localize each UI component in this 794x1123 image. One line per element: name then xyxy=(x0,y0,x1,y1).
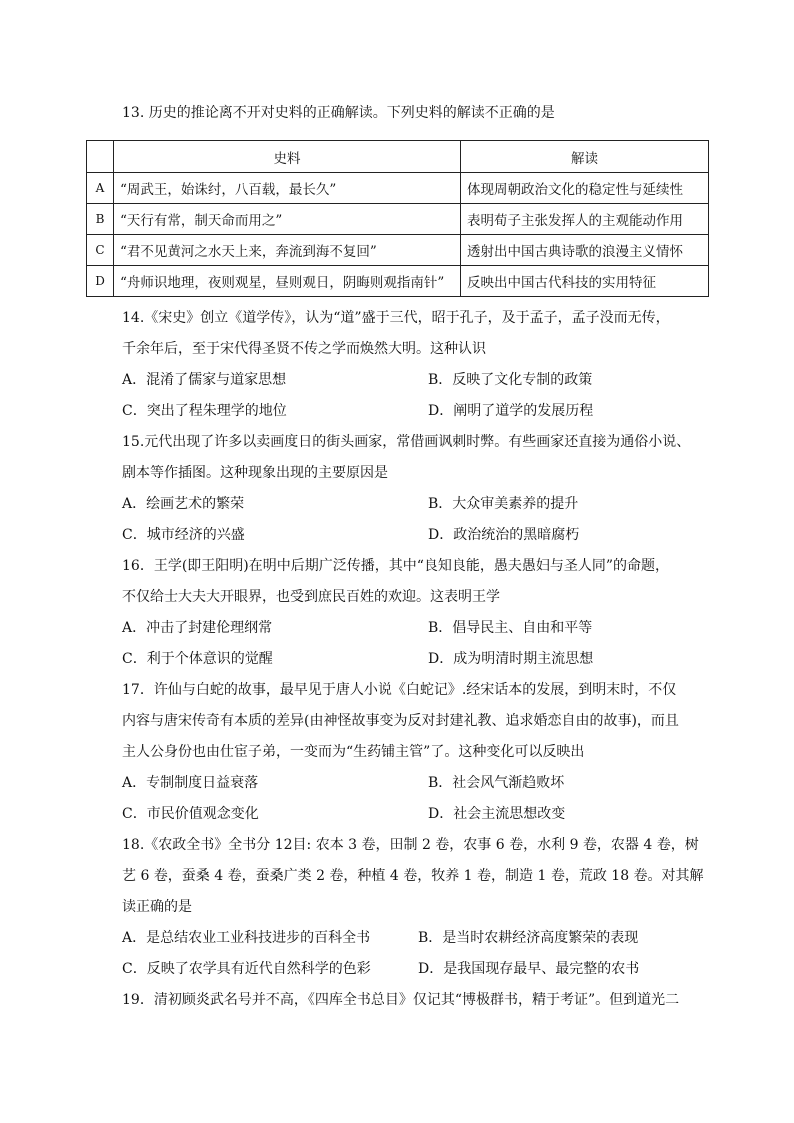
q13-stem: 13. 历史的推论离不开对史料的正确解读。下列史料的解读不正确的是 xyxy=(122,105,555,121)
row-reading: 表明荀子主张发挥人的主观能动作用 xyxy=(461,204,709,235)
q15-option-a: A．绘画艺术的繁荣 xyxy=(122,496,245,512)
q18-option-d: D．是我国现存最早、最完整的农书 xyxy=(418,961,640,977)
q15-option-b: B．大众审美素养的提升 xyxy=(428,496,579,512)
q17-stem-line: 内容与唐宋传奇有本质的差异(由神怪故事变为反对封建礼教、追求婚恋自由的故事)，而且 xyxy=(122,713,679,729)
q17-option-c: C．市民价值观念变化 xyxy=(122,806,259,822)
q15-option-d: D．政治统治的黑暗腐朽 xyxy=(428,527,580,543)
q15-stem-line: 15.元代出现了许多以卖画度日的街头画家，常借画讽刺时弊。有些画家还直接为通俗小说、 xyxy=(122,434,691,450)
q14-option-b: B．反映了文化专制的政策 xyxy=(428,372,593,388)
q14-option-a: A．混淆了儒家与道家思想 xyxy=(122,372,287,388)
row-source: “天行有常，制天命而用之” xyxy=(114,204,461,235)
q15-option-c: C．城市经济的兴盛 xyxy=(122,527,245,543)
row-reading: 体现周朝政治文化的稳定性与延续性 xyxy=(461,173,709,204)
table-header-reading: 解读 xyxy=(461,141,709,173)
row-source: “舟师识地理，夜则观星，昼则观日，阴晦则观指南针” xyxy=(114,266,461,297)
table-row xyxy=(87,235,709,266)
q14-stem-line: 千余年后，至于宋代得圣贤不传之学而焕然大明。这种认识 xyxy=(122,341,486,357)
q14-option-d: D．阐明了道学的发展历程 xyxy=(428,403,594,419)
q16-stem-line: 16．王学(即王阳明)在明中后期广泛传播，其中“良知良能，愚夫愚妇与圣人同”的命题， xyxy=(122,558,670,574)
row-label: B xyxy=(87,204,114,235)
q18-stem-line: 18.《农政全书》全书分 12目: 农本 3 卷，田制 2 卷，农事 6 卷，水利 9 卷，农器 4 卷，树 xyxy=(122,837,699,853)
q18-option-a: A．是总结农业工业科技进步的百科全书 xyxy=(122,930,371,946)
q18-option-c: C．反映了农学具有近代自然科学的色彩 xyxy=(122,961,371,977)
row-label: C xyxy=(87,235,114,266)
row-label: A xyxy=(87,173,114,204)
row-reading: 透射出中国古典诗歌的浪漫主义情怀 xyxy=(461,235,709,266)
table-header-label xyxy=(87,141,114,173)
table-row xyxy=(87,204,709,235)
row-label: D xyxy=(87,266,114,297)
q18-option-b: B．是当时农耕经济高度繁荣的表现 xyxy=(418,930,639,946)
row-reading: 反映出中国古代科技的实用特征 xyxy=(461,266,709,297)
q17-stem-line: 主人公身份也由仕宦子弟，一变而为“生药铺主管”了。这种变化可以反映出 xyxy=(122,744,585,760)
q18-stem-line: 艺 6 卷，蚕桑 4 卷，蚕桑广类 2 卷，种植 4 卷，牧养 1 卷，制造 1 卷，荒政 18 卷。对其解 xyxy=(122,868,704,884)
q16-option-a: A．冲击了封建伦理纲常 xyxy=(122,620,273,636)
table-row xyxy=(87,266,709,297)
q16-stem-line: 不仅给士大夫大开眼界，也受到庶民百姓的欢迎。这表明王学 xyxy=(122,589,500,605)
q13-source-table xyxy=(86,140,709,297)
q15-stem-line: 剧本等作插图。这种现象出现的主要原因是 xyxy=(122,465,388,481)
q17-option-b: B．社会风气渐趋败坏 xyxy=(428,775,565,791)
q14-stem-line: 14.《宋史》创立《道学传》，认为“道”盛于三代，昭于孔子，及于孟子，孟子没而无传， xyxy=(122,310,670,326)
row-source: “君不见黄河之水天上来，奔流到海不复回” xyxy=(114,235,461,266)
q16-option-d: D．成为明清时期主流思想 xyxy=(428,651,594,667)
table-row xyxy=(87,173,709,204)
table-header-source: 史料 xyxy=(114,141,461,173)
q17-option-a: A．专制制度日益衰落 xyxy=(122,775,259,791)
q18-stem-line: 读正确的是 xyxy=(122,899,192,915)
q19-stem-line: 19．清初顾炎武名号并不高，《四库全书总目》仅记其“博极群书，精于考证”。但到道光二 xyxy=(122,992,680,1008)
table-header-row xyxy=(87,141,709,173)
row-source: “周武王，始诛纣，八百载，最长久” xyxy=(114,173,461,204)
q14-option-c: C．突出了程朱理学的地位 xyxy=(122,403,287,419)
q16-option-b: B．倡导民主、自由和平等 xyxy=(428,620,593,636)
q17-stem-line: 17．许仙与白蛇的故事，最早见于唐人小说《白蛇记》.经宋话本的发展，到明末时，不仅 xyxy=(122,682,677,698)
q16-option-c: C．利于个体意识的觉醒 xyxy=(122,651,273,667)
q17-option-d: D．社会主流思想改变 xyxy=(428,806,566,822)
